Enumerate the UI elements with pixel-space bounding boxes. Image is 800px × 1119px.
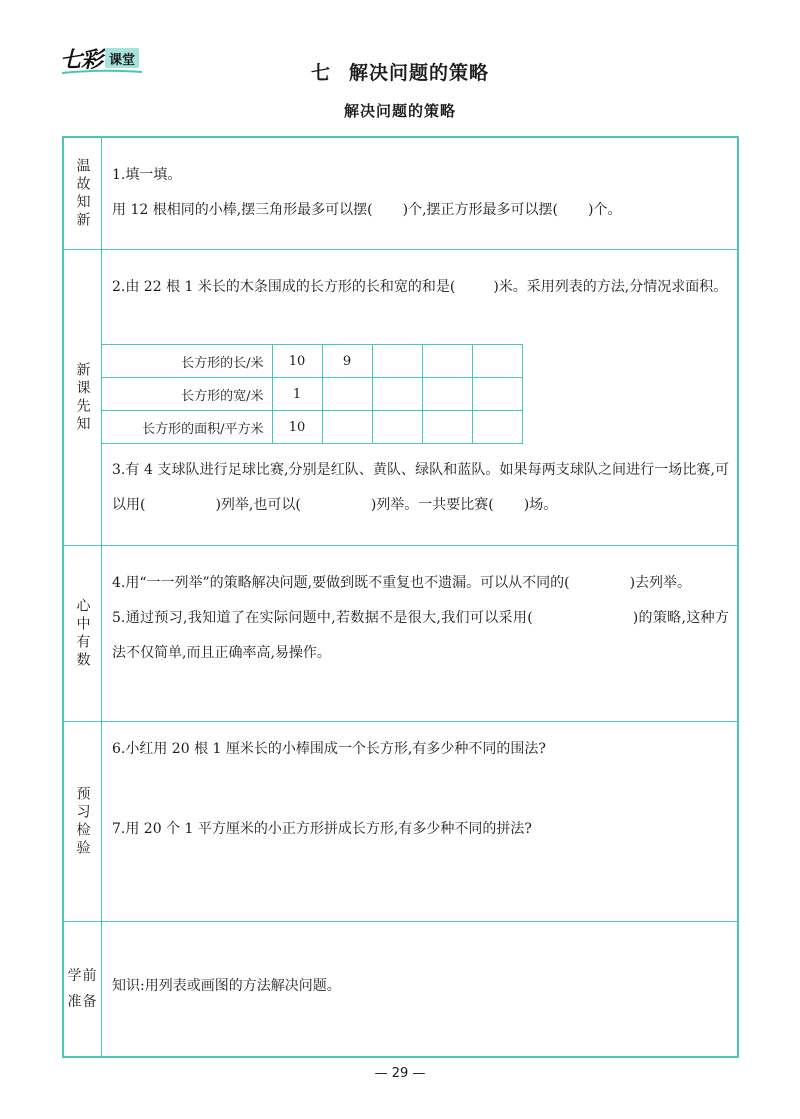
section-in-mind — [64, 545, 737, 721]
section-content — [112, 270, 729, 305]
table-cell[interactable] — [372, 345, 422, 378]
section-label-line: 学前 — [67, 968, 98, 984]
lesson-title: 解决问题的策略 — [343, 102, 456, 120]
section-label-cell — [64, 250, 102, 545]
question-7-text: 7.用 20 个 1 平方厘米的小正方形拼成长方形,有多少种不同的拼法? — [112, 821, 532, 837]
question-2-text — [112, 270, 729, 305]
section-content — [112, 566, 729, 671]
table-cell[interactable]: 9 — [322, 345, 372, 378]
section-label: 温故知新 — [74, 157, 91, 230]
question-5-part-b: )的策略,这种方法不仅简单,而且正确率高,易操作。 — [112, 610, 729, 661]
table-cell[interactable]: 10 — [272, 345, 322, 378]
question-1-part-b: )个,摆正方形最多可以摆( — [402, 202, 559, 218]
question-2-part-a: 2.由 22 根 1 米长的木条围成的长方形的长和宽的和是( — [112, 279, 456, 295]
question-4-text — [112, 566, 729, 601]
section-new-lesson — [64, 249, 737, 545]
section-label: 新课先知 — [74, 361, 91, 434]
question-5-text — [112, 601, 729, 671]
table-cell[interactable] — [422, 378, 472, 411]
table-row — [102, 411, 522, 444]
question-3-part-a: 3.有 4 支球队进行足球比赛,分别是红队、黄队、绿队和蓝队。如果每两支球队之间进行一场比赛,可以用( — [112, 462, 729, 513]
table-row — [102, 345, 522, 378]
table-row — [102, 378, 522, 411]
table-cell[interactable] — [472, 411, 522, 444]
section-label: 心中有数 — [74, 597, 91, 670]
question-1-text — [112, 193, 729, 228]
section-label-cell — [64, 722, 102, 921]
chapter-number: 七 — [310, 62, 331, 84]
question-4-part-a: 4.用“一一列举”的策略解决问题,要做到既不重复也不遗漏。可以从不同的( — [112, 575, 570, 591]
table-cell[interactable] — [322, 411, 372, 444]
section-content — [112, 732, 729, 767]
question-1-title: 1.填一填。 — [112, 167, 182, 183]
chapter-name: 解决问题的策略 — [349, 62, 490, 84]
section-content — [112, 158, 729, 228]
table-row-header: 长方形的宽/米 — [102, 378, 272, 411]
section-content — [112, 453, 729, 523]
table-row-header: 长方形的面积/平方米 — [102, 411, 272, 444]
table-cell[interactable] — [422, 345, 472, 378]
table-cell[interactable] — [372, 411, 422, 444]
question-5-part-a: 5.通过预习,我知道了在实际问题中,若数据不是很大,我们可以采用( — [112, 610, 533, 626]
page-number-value: 29 — [391, 1066, 409, 1081]
section-preparation — [64, 921, 737, 1056]
section-label — [68, 963, 98, 1015]
section-review — [64, 138, 737, 249]
logo-tag: 课堂 — [105, 48, 139, 68]
table-cell[interactable] — [372, 378, 422, 411]
logo-script-text: 七彩 — [60, 46, 103, 73]
question-4-part-b: )去列举。 — [629, 575, 692, 591]
question-3-text — [112, 453, 729, 523]
section-label-line: 准备 — [67, 994, 98, 1010]
section-content — [112, 812, 729, 847]
question-1-part-c: )个。 — [588, 202, 622, 218]
question-2-part-b: )米。采用列表的方法,分情况求面积。 — [493, 279, 728, 295]
page-number: — 29 — — [374, 1066, 426, 1081]
table-cell[interactable] — [472, 378, 522, 411]
table-cell[interactable]: 1 — [272, 378, 322, 411]
question-3-part-b: )列举,也可以( — [215, 497, 301, 513]
section-label-cell — [64, 546, 102, 721]
table-cell[interactable]: 10 — [272, 411, 322, 444]
section-label: 预习检验 — [74, 785, 91, 858]
section-preview-check — [64, 721, 737, 921]
chapter-title — [0, 58, 800, 85]
question-3-part-c: )列举。一共要比赛( — [370, 497, 494, 513]
table-row-header: 长方形的长/米 — [102, 345, 272, 378]
section-content — [112, 969, 729, 1004]
preparation-text: 知识:用列表或画图的方法解决问题。 — [112, 978, 341, 994]
area-table — [102, 344, 523, 444]
table-cell[interactable] — [472, 345, 522, 378]
section-label-cell — [64, 138, 102, 249]
worksheet-frame — [62, 136, 739, 1058]
table-cell[interactable] — [422, 411, 472, 444]
section-label-cell — [64, 922, 102, 1056]
table-cell[interactable] — [322, 378, 372, 411]
question-3-part-d: )场。 — [523, 497, 558, 513]
question-6-text: 6.小红用 20 根 1 厘米长的小棒围成一个长方形,有多少种不同的围法? — [112, 741, 546, 757]
question-1-part-a: 用 12 根相同的小棒,摆三角形最多可以摆( — [112, 202, 373, 218]
